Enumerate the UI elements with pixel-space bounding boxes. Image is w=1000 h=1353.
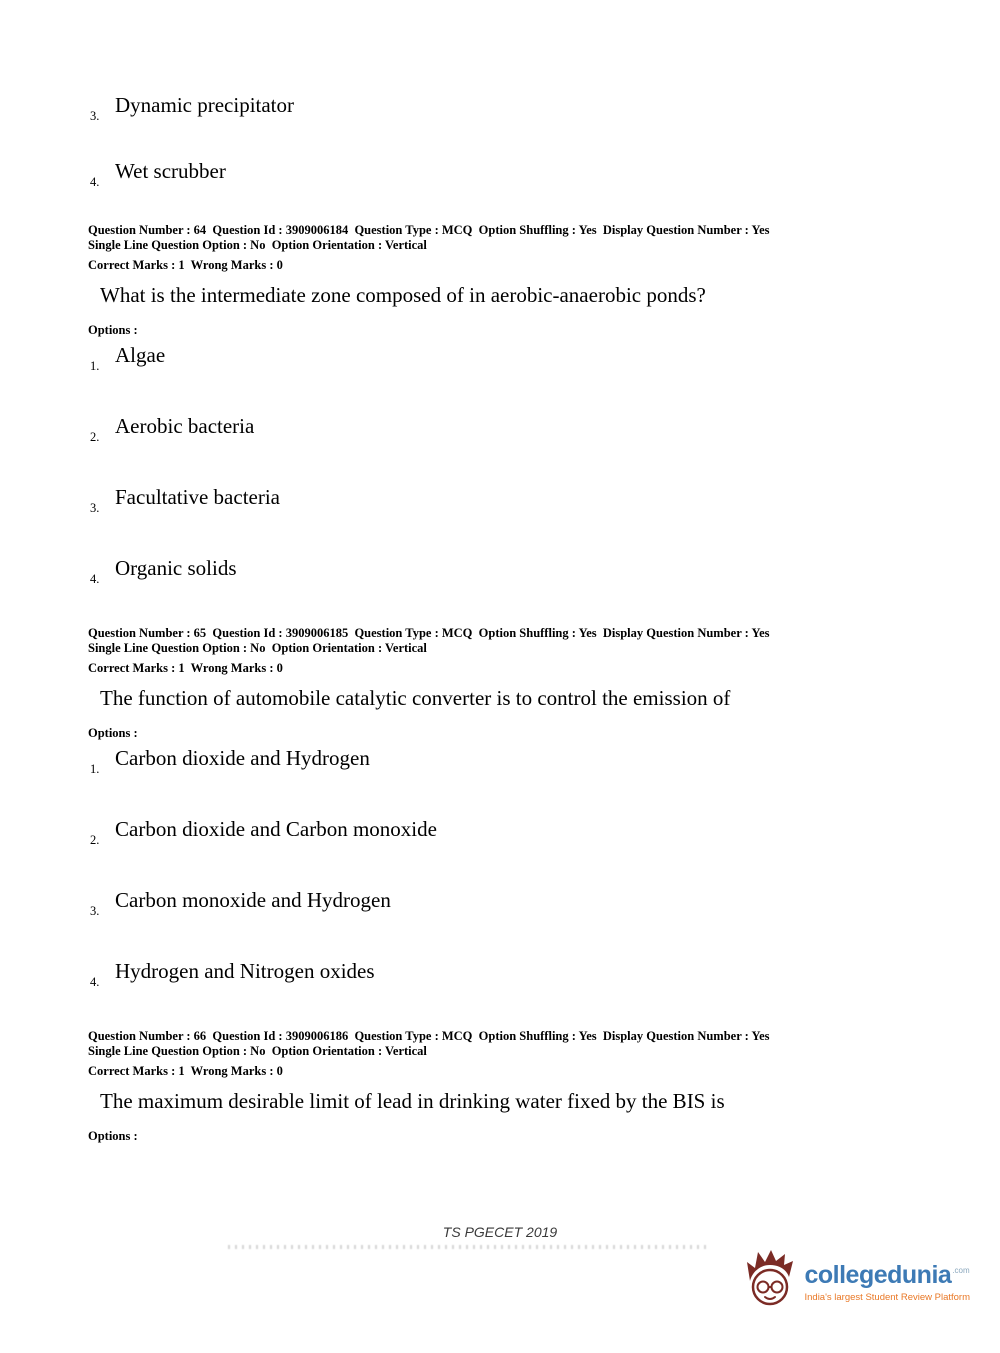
question-text: The function of automobile catalytic converter is to control the emission of xyxy=(100,686,731,710)
option-number: 1. xyxy=(90,762,100,776)
question-meta-line: Single Line Question Option : No Option Orientation : Vertical xyxy=(88,1044,427,1058)
option-number: 2. xyxy=(90,430,100,444)
option-row xyxy=(88,745,940,776)
brand-suffix: .com xyxy=(952,1265,970,1275)
option-label: Facultative bacteria xyxy=(115,485,280,509)
option-number: 1. xyxy=(90,359,100,373)
brand-name: collegedunia xyxy=(804,1260,952,1289)
question-marks-line: Correct Marks : 1 Wrong Marks : 0 xyxy=(88,661,283,675)
option-row xyxy=(88,555,940,586)
option-row xyxy=(88,958,940,989)
question-meta-line: Single Line Question Option : No Option Orientation : Vertical xyxy=(88,238,427,252)
options-label: Options : xyxy=(88,323,138,337)
question-meta-line: Question Number : 64 Question Id : 3909006184 Question Type : MCQ Option Shuffling : Yes Display Question Number : Yes xyxy=(88,223,770,237)
footer-exam-title: TS PGECET 2019 xyxy=(442,1224,558,1240)
options-label: Options : xyxy=(88,726,138,740)
collegedunia-logo[interactable] xyxy=(743,1248,970,1317)
question-block-66 xyxy=(88,1029,940,1144)
option-label: Carbon monoxide and Hydrogen xyxy=(115,888,391,912)
question-meta-line: Question Number : 66 Question Id : 3909006186 Question Type : MCQ Option Shuffling : Yes Display Question Number : Yes xyxy=(88,1029,770,1043)
collegedunia-mascot-icon xyxy=(743,1248,797,1317)
option-row xyxy=(88,92,940,123)
option-number: 4. xyxy=(90,975,100,989)
logo-text-block xyxy=(804,1260,970,1303)
option-number: 2. xyxy=(90,833,100,847)
question-text: The maximum desirable limit of lead in drinking water fixed by the BIS is xyxy=(100,1089,725,1113)
option-number: 3. xyxy=(90,904,100,918)
question-marks-line: Correct Marks : 1 Wrong Marks : 0 xyxy=(88,258,283,272)
clipped-text-fragment xyxy=(228,1245,708,1249)
option-row xyxy=(88,484,940,515)
options-list xyxy=(88,741,940,989)
options-label: Options : xyxy=(88,1129,138,1143)
option-label: Aerobic bacteria xyxy=(115,414,255,438)
question-block-65 xyxy=(88,626,940,989)
brand-tagline: India's largest Student Review Platform xyxy=(804,1291,970,1303)
option-number: 3. xyxy=(90,109,100,123)
options-list xyxy=(88,338,940,586)
question-block-64 xyxy=(88,223,940,586)
option-row xyxy=(88,887,940,918)
option-row xyxy=(88,158,940,189)
option-label: Wet scrubber xyxy=(115,159,226,183)
option-row xyxy=(88,342,940,373)
option-number: 3. xyxy=(90,501,100,515)
question-text: What is the intermediate zone composed of in aerobic-anaerobic ponds? xyxy=(100,283,706,307)
option-label: Carbon dioxide and Carbon monoxide xyxy=(115,817,437,841)
option-label: Hydrogen and Nitrogen oxides xyxy=(115,959,375,983)
option-row xyxy=(88,413,940,444)
option-number: 4. xyxy=(90,175,100,189)
option-label: Carbon dioxide and Hydrogen xyxy=(115,746,370,770)
option-label: Algae xyxy=(115,343,166,367)
option-row xyxy=(88,816,940,847)
option-label: Organic solids xyxy=(115,556,237,580)
question-meta-line: Single Line Question Option : No Option Orientation : Vertical xyxy=(88,641,427,655)
option-label: Dynamic precipitator xyxy=(115,93,295,117)
question-meta-line: Question Number : 65 Question Id : 3909006185 Question Type : MCQ Option Shuffling : Yes Display Question Number : Yes xyxy=(88,626,770,640)
option-number: 4. xyxy=(90,572,100,586)
question-marks-line: Correct Marks : 1 Wrong Marks : 0 xyxy=(88,1064,283,1078)
